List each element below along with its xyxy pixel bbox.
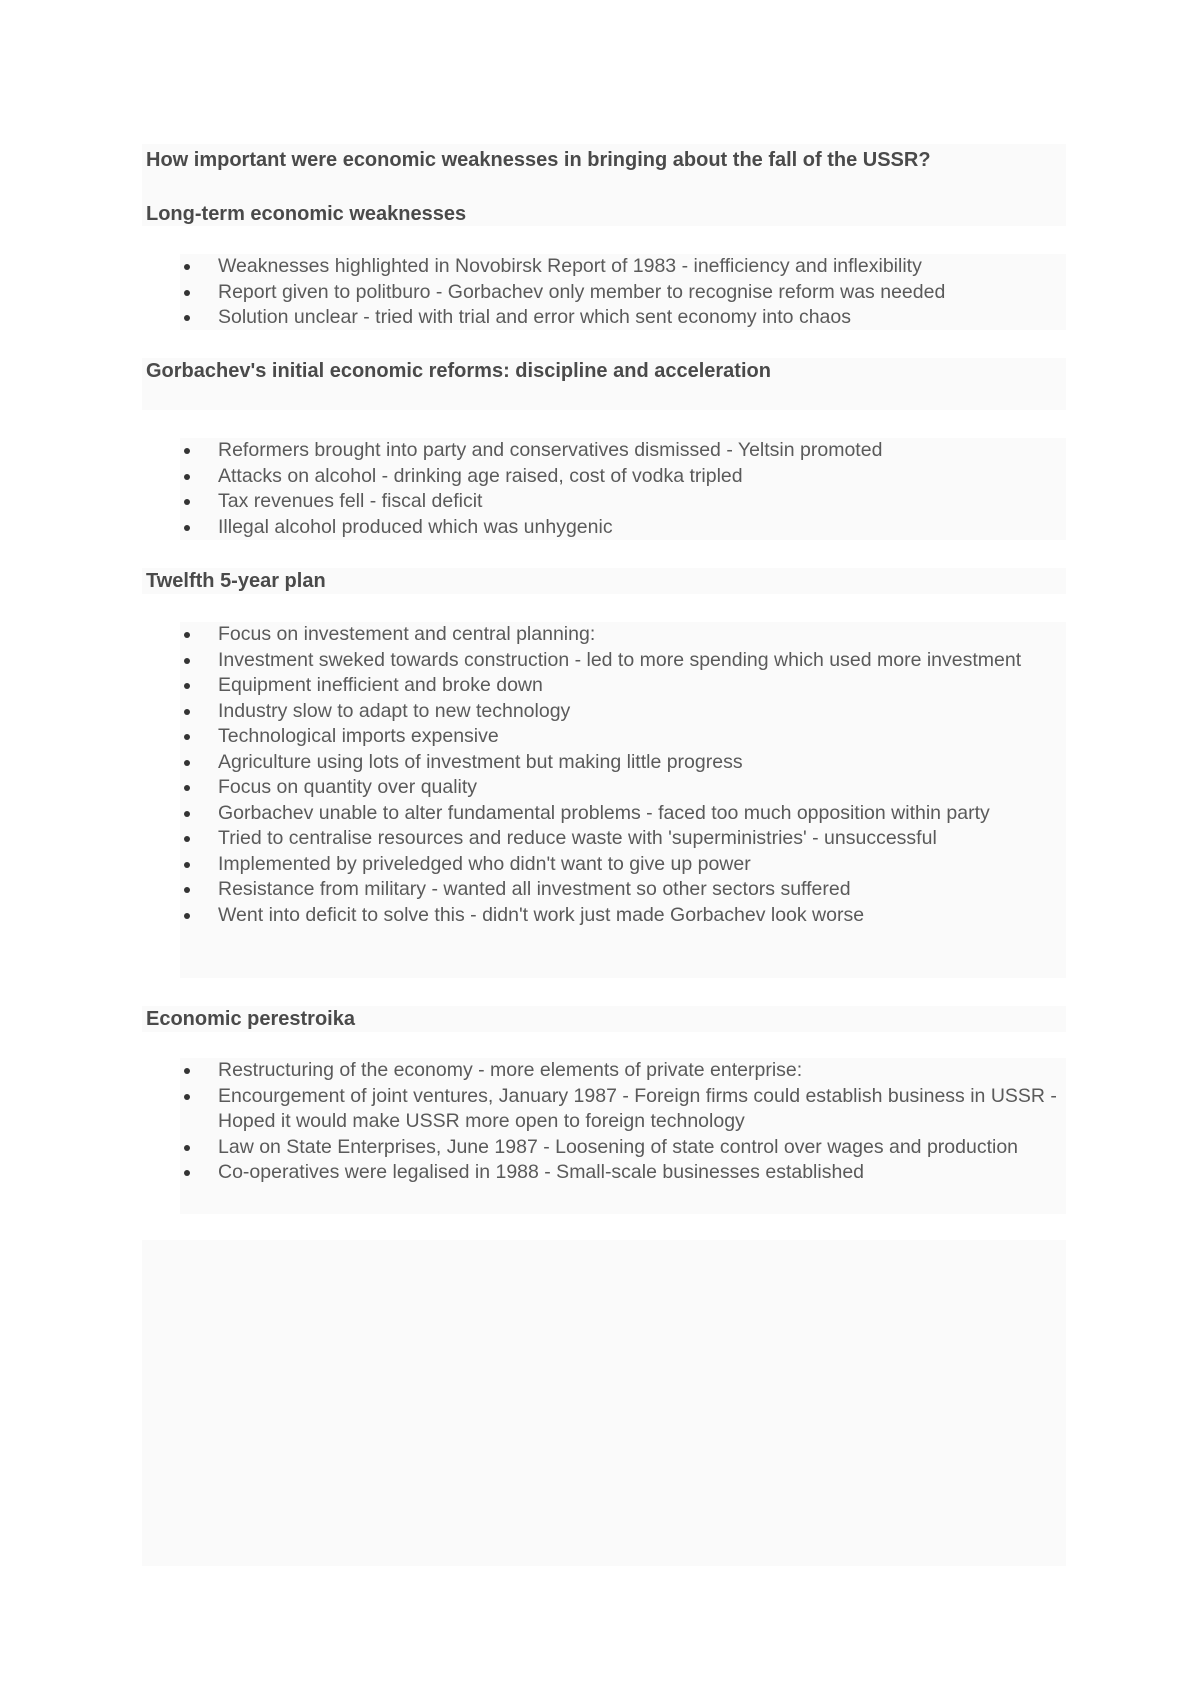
- list-item: [180, 877, 1060, 903]
- list-item-text: Reformers brought into party and conservatives dismissed - Yeltsin promoted: [218, 439, 883, 461]
- list-item: [180, 254, 1060, 280]
- list-item-text: Law on State Enterprises, June 1987 - Loosening of state control over wages and production: [218, 1135, 1019, 1158]
- list-item: [180, 724, 1060, 750]
- list-item: [180, 648, 1060, 674]
- list-item: [180, 280, 1060, 306]
- bullet-icon: [184, 734, 190, 740]
- list-item: [180, 438, 1060, 464]
- list-item: [180, 622, 1060, 648]
- list-item: [180, 489, 1060, 515]
- bullet-icon: [184, 264, 190, 270]
- bullet-icon: [184, 1094, 190, 1100]
- list-item: [180, 852, 1060, 878]
- bullet-icon: [184, 474, 190, 480]
- bullet-icon: [184, 1170, 190, 1176]
- list-item-text: Attacks on alcohol - drinking age raised, cost of vodka tripled: [218, 464, 743, 487]
- bullet-icon: [184, 785, 190, 791]
- bullet-list: [180, 1058, 1060, 1186]
- list-item-text: Agriculture using lots of investment but making little progress: [218, 750, 743, 773]
- list-item-text: Co-operatives were legalised in 1988 - Small-scale businesses established: [218, 1161, 865, 1183]
- list-item-text: Illegal alcohol produced which was unhygenic: [218, 515, 613, 538]
- list-item-text: Focus on quantity over quality: [218, 776, 478, 798]
- section-heading: Twelfth 5-year plan: [146, 570, 326, 592]
- bullet-icon: [184, 811, 190, 817]
- bullet-icon: [184, 315, 190, 321]
- list-item: [180, 826, 1060, 852]
- bullet-icon: [184, 683, 190, 689]
- bullet-icon: [184, 887, 190, 893]
- bullet-icon: [184, 836, 190, 842]
- bullet-icon: [184, 862, 190, 868]
- list-item-text: Technological imports expensive: [218, 725, 499, 747]
- bullet-list: [180, 622, 1060, 928]
- bullet-list: [180, 438, 1060, 540]
- list-item: [180, 1084, 1060, 1135]
- list-item-text: Went into deficit to solve this - didn't work just made Gorbachev look worse: [218, 903, 865, 926]
- bullet-icon: [184, 290, 190, 296]
- list-item-text: Focus on investement and central planning:: [218, 623, 596, 645]
- list-item: [180, 775, 1060, 801]
- bullet-icon: [184, 1068, 190, 1074]
- bullet-icon: [184, 448, 190, 454]
- bullet-icon: [184, 499, 190, 505]
- bullet-icon: [184, 760, 190, 766]
- list-item-text: Restructuring of the economy - more elements of private enterprise:: [218, 1059, 803, 1081]
- bullet-icon: [184, 1145, 190, 1151]
- empty-block: [142, 1240, 1066, 1566]
- list-item: [180, 1160, 1060, 1186]
- list-item-text: Industry slow to adapt to new technology: [218, 699, 571, 722]
- list-item: [180, 464, 1060, 490]
- bullet-icon: [184, 658, 190, 664]
- section-heading: Economic perestroika: [146, 1008, 355, 1030]
- bullet-icon: [184, 913, 190, 919]
- list-item: [180, 699, 1060, 725]
- bullet-list: [180, 254, 1060, 331]
- bullet-icon: [184, 525, 190, 531]
- list-item-text: Tried to centralise resources and reduce waste with 'superministries' - unsuccessful: [218, 827, 937, 849]
- list-item: [180, 1135, 1060, 1161]
- list-item-text: Gorbachev unable to alter fundamental problems - faced too much opposition within party: [218, 801, 990, 824]
- list-item-text: Implemented by priveledged who didn't want to give up power: [218, 852, 751, 875]
- list-item-text: Investment sweked towards construction - led to more spending which used more investment: [218, 648, 1022, 671]
- section-heading: Long-term economic weaknesses: [146, 203, 467, 225]
- bullet-icon: [184, 709, 190, 715]
- list-item: [180, 903, 1060, 929]
- list-item-text: Weaknesses highlighted in Novobirsk Report of 1983 - inefficiency and inflexibility: [218, 255, 922, 277]
- list-item: [180, 673, 1060, 699]
- list-item-text: Tax revenues fell - fiscal deficit: [218, 490, 483, 512]
- list-item-text: Encourgement of joint ventures, January 1987 - Foreign firms could establish business in USSR - Hoped it would make USSR more open to foreign technology: [218, 1084, 1057, 1132]
- list-item-text: Report given to politburo - Gorbachev only member to recognise reform was needed: [218, 280, 946, 303]
- list-item-text: Equipment inefficient and broke down: [218, 674, 543, 696]
- list-item: [180, 515, 1060, 541]
- list-item-text: Solution unclear - tried with trial and error which sent economy into chaos: [218, 306, 851, 328]
- section-heading: Gorbachev's initial economic reforms: discipline and acceleration: [146, 360, 771, 382]
- list-item: [180, 1058, 1060, 1084]
- list-item: [180, 801, 1060, 827]
- list-item: [180, 305, 1060, 331]
- list-item-text: Resistance from military - wanted all investment so other sectors suffered: [218, 878, 851, 900]
- bullet-icon: [184, 632, 190, 638]
- page-title: How important were economic weaknesses in bringing about the fall of the USSR?: [146, 149, 931, 171]
- list-item: [180, 750, 1060, 776]
